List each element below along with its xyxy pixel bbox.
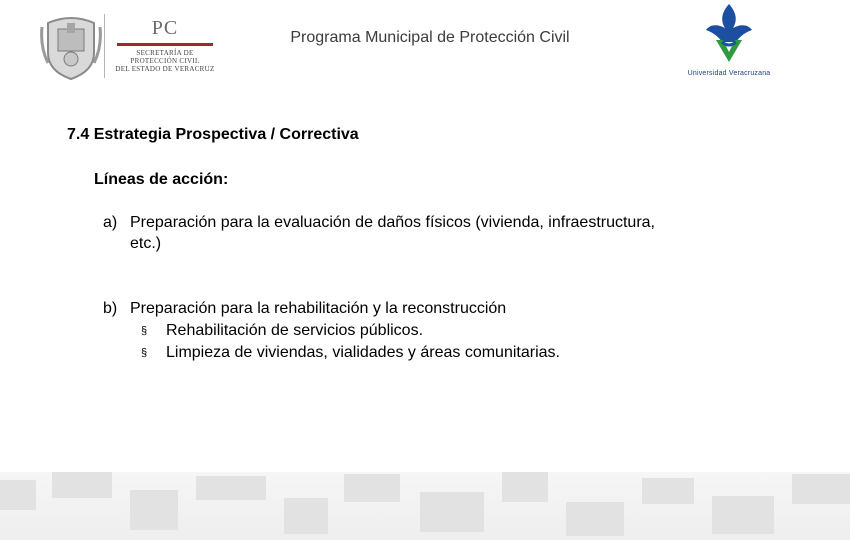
square-bullet-icon: §: [141, 325, 148, 337]
sub-list: [103, 320, 655, 364]
footer-tile: [196, 476, 266, 500]
uv-logo-name: Universidad Veracruzana: [687, 70, 771, 77]
footer-tile: [502, 472, 548, 502]
pc-logo-subtitle-line: PROTECCIÓN CIVIL: [130, 57, 200, 65]
pc-logo: [110, 18, 220, 73]
list-item-marker: b): [103, 300, 118, 317]
footer-decoration: [0, 472, 850, 540]
page-header: [0, 0, 850, 100]
veracruz-shield-icon: [40, 13, 102, 81]
sub-list-item: [103, 320, 655, 342]
lines-of-action-label: Líneas de acción:: [94, 171, 229, 188]
footer-tile: [344, 474, 400, 502]
pc-logo-subtitle-line: DEL ESTADO DE VERACRUZ: [115, 65, 215, 73]
uv-flower-logo-icon: [700, 2, 758, 64]
footer-tile: [420, 492, 484, 532]
sub-list-item-text: Rehabilitación de servicios públicos.: [166, 322, 424, 339]
sub-list-item: [103, 342, 655, 364]
sub-list-item-text: Limpieza de viviendas, vialidades y áreas comunitarias.: [166, 344, 560, 361]
header-title: Programa Municipal de Protección Civil: [290, 29, 570, 46]
section-title: 7.4 Estrategia Prospectiva / Correctiva: [67, 126, 359, 143]
header-divider: [104, 14, 105, 78]
pc-logo-rule: [117, 43, 213, 46]
list-item-text: Preparación para la rehabilitación y la reconstrucción: [130, 300, 507, 317]
footer-tile: [566, 502, 624, 536]
footer-tile: [712, 496, 774, 534]
footer-tile: [792, 474, 850, 504]
footer-tile: [642, 478, 694, 504]
footer-tile: [284, 498, 328, 534]
list-item-text: Preparación para la evaluación de daños físicos (vivienda, infraestructura, etc.): [130, 214, 655, 252]
list-item-marker: a): [103, 214, 118, 231]
list-item: [103, 298, 655, 364]
footer-tile: [0, 480, 36, 510]
pc-logo-subtitle-line: SECRETARÍA DE: [136, 49, 194, 57]
footer-tile: [130, 490, 178, 530]
square-bullet-icon: §: [141, 347, 148, 359]
pc-logo-title: PC: [151, 17, 179, 39]
list-item: [103, 212, 655, 254]
footer-tile: [52, 472, 112, 498]
